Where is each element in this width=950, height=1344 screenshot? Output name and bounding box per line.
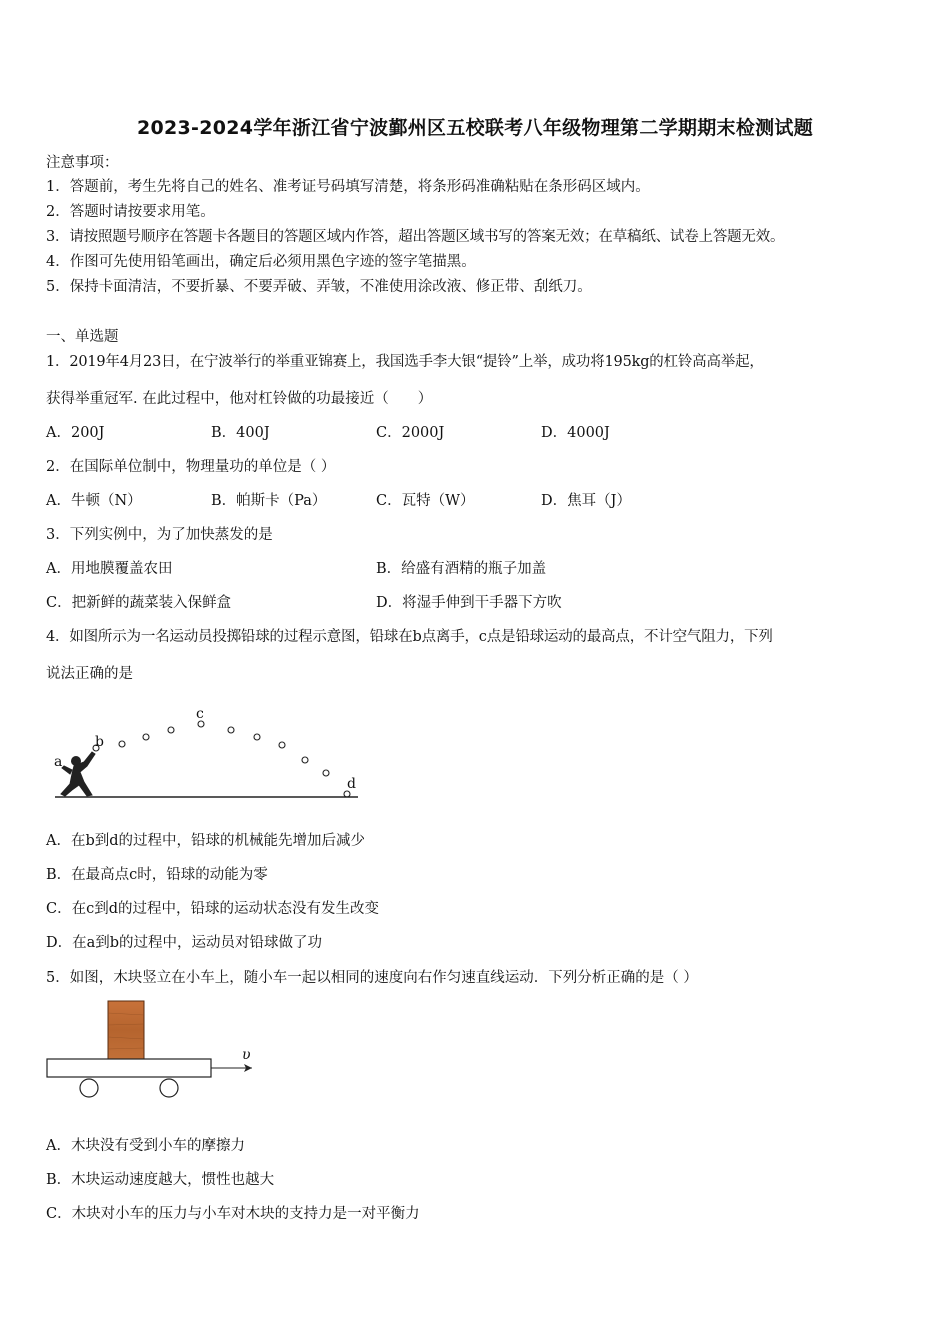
label-c: c <box>196 706 204 722</box>
shot-put-figure <box>50 700 370 805</box>
q3-option-d: D．将湿手伸到干手器下方吹 <box>376 595 562 611</box>
notice-heading: 注意事项： <box>46 155 119 171</box>
q4-option-c: C．在c到d的过程中，铅球的运动状态没有发生改变 <box>46 901 379 917</box>
question-2-stem: 2．在国际单位制中，物理量功的单位是（ ） <box>46 459 336 475</box>
q3-option-c: C．把新鲜的蔬菜装入保鲜盒 <box>46 595 232 611</box>
notice-item: 1．答题前，考生先将自己的姓名、准考证号码填写清楚，将条形码准确粘贴在条形码区域内。 <box>46 179 650 195</box>
ball-point <box>323 770 329 776</box>
question-1-line-1: 1．2019年4月23日，在宁波举行的举重亚锦赛上，我国选手李大银“提铃”上举，成功将195kg的杠铃高高举起， <box>46 354 764 370</box>
q3-option-a: A．用地膜覆盖农田 <box>46 561 173 577</box>
q5-option-b: B．木块运动速度越大，惯性也越大 <box>46 1172 275 1188</box>
notice-item: 2．答题时请按要求用笔。 <box>46 204 215 220</box>
velocity-label: υ <box>242 1047 251 1063</box>
ball-point <box>254 734 260 740</box>
q1-option-b: B．400J <box>211 425 270 441</box>
q3-option-b: B．给盛有酒精的瓶子加盖 <box>376 561 547 577</box>
ball-point <box>302 757 308 763</box>
question-1-line-2: 获得举重冠军. 在此过程中，他对杠铃做的功最接近（ ） <box>46 391 433 407</box>
ball-point <box>143 734 149 740</box>
notice-item: 5．保持卡面清洁，不要折暴、不要弄破、弄皱，不准使用涂改液、修正带、刮纸刀。 <box>46 279 592 295</box>
section-heading: 一、单选题 <box>46 329 119 345</box>
wooden-block <box>108 1001 144 1059</box>
q5-option-a: A．木块没有受到小车的摩擦力 <box>46 1138 245 1154</box>
q5-option-c: C．木块对小车的压力与小车对木块的支持力是一对平衡力 <box>46 1206 420 1222</box>
ball-point <box>279 742 285 748</box>
q4-option-d: D．在a到b的过程中，运动员对铅球做了功 <box>46 935 323 951</box>
notice-item: 3．请按照题号顺序在答题卡各题目的答题区域内作答，超出答题区域书写的答案无效；在草稿纸、试卷上答题无效。 <box>46 229 785 245</box>
q2-option-c: C．瓦特（W） <box>376 493 475 509</box>
label-b: b <box>95 734 104 750</box>
label-a: a <box>54 754 63 770</box>
question-4-line-1: 4．如图所示为一名运动员投掷铅球的过程示意图，铅球在b点离手，c点是铅球运动的最高点，不计空气阻力，下列 <box>46 629 773 645</box>
ball-point <box>119 741 125 747</box>
notice-item: 4．作图可先使用铅笔画出，确定后必须用黑色字迹的签字笔描黑。 <box>46 254 476 270</box>
cart-block-figure <box>44 995 274 1105</box>
question-4-line-2: 说法正确的是 <box>46 666 133 682</box>
q1-option-a: A．200J <box>46 425 105 441</box>
cart-body <box>47 1059 211 1077</box>
page-title: 2023-2024学年浙江省宁波鄞州区五校联考八年级物理第二学期期末检测试题 <box>136 117 814 139</box>
question-5-stem: 5．如图，木块竖立在小车上，随小车一起以相同的速度向右作匀速直线运动．下列分析正确的是（ ） <box>46 970 698 986</box>
q2-option-b: B．帕斯卡（Pa） <box>211 493 327 509</box>
q2-option-a: A．牛顿（N） <box>46 493 142 509</box>
q4-option-b: B．在最高点c时，铅球的动能为零 <box>46 867 268 883</box>
q4-option-a: A．在b到d的过程中，铅球的机械能先增加后减少 <box>46 833 366 849</box>
label-d: d <box>347 776 356 792</box>
q1-option-d: D．4000J <box>541 425 610 441</box>
cart-wheel <box>160 1079 178 1097</box>
cart-wheel <box>80 1079 98 1097</box>
question-3-stem: 3．下列实例中，为了加快蒸发的是 <box>46 527 273 543</box>
q2-option-d: D．焦耳（J） <box>541 493 631 509</box>
ball-point <box>228 727 234 733</box>
ball-point <box>168 727 174 733</box>
q1-option-c: C．2000J <box>376 425 445 441</box>
athlete-figure <box>61 752 95 796</box>
